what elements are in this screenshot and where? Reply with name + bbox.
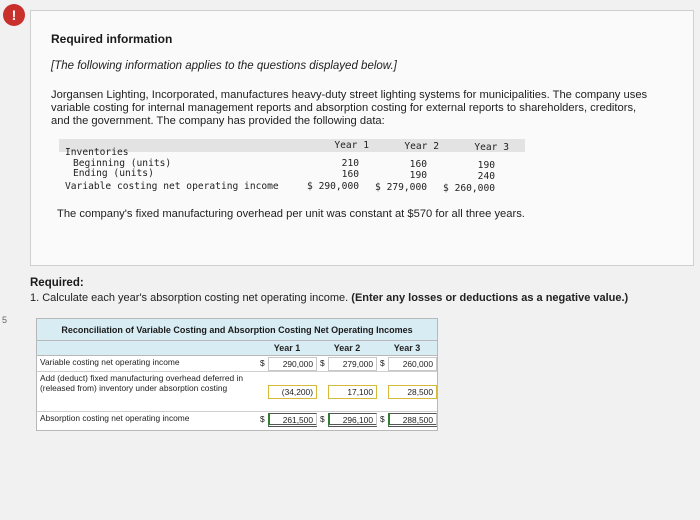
reconciliation-table [36,318,438,431]
row-label: Absorption costing net operating income [40,413,190,423]
variable-costing-noi-label: Variable costing net operating income [65,181,279,192]
recon-year-1-header: Year 1 [273,343,301,353]
data-year-1-header: Year 1 [334,140,369,151]
row-label: Add (deduct) fixed manufacturing overhead deferred in (released from) inventory under absorption costing [40,373,243,393]
required-instruction-text: 1. Calculate each year's absorption costing net operating income. [30,292,349,304]
required-information-panel [30,10,694,266]
fmoh-adjustment-year-1-input[interactable]: (34,200) [268,385,317,399]
variable-costing-noi-year-2: $ 279,000 [375,182,427,193]
recon-year-3-header: Year 3 [393,343,421,353]
ending-units-label: Ending (units) [73,168,154,179]
ending-units-year-1: 160 [341,169,359,180]
beginning-units-year-1: 210 [341,158,359,169]
beginning-units-year-3: 190 [477,160,495,171]
ac-noi-year-3-input[interactable]: 288,500 [388,413,437,427]
required-instruction-emphasis: (Enter any losses or deductions as a negative value.) [351,292,629,304]
variable-costing-noi-year-1: $ 290,000 [307,181,359,192]
table-row [37,372,437,412]
info-title: Required information [51,32,173,46]
recon-year-2-header: Year 2 [333,343,361,353]
beginning-units-year-2: 160 [409,159,427,170]
data-year-2-header: Year 2 [404,141,439,152]
currency-sign: $ [320,414,325,424]
table-row [37,412,437,430]
ending-units-year-3: 240 [477,171,495,182]
alert-icon: ! [3,4,25,26]
data-table-header-band [59,139,525,152]
required-label: Required: [30,277,84,289]
vc-noi-year-3-input[interactable]: 260,000 [388,357,437,371]
ending-units-year-2: 190 [409,170,427,181]
info-paragraph: Jorgansen Lighting, Incorporated, manufactures heavy-duty street lighting systems for municipalities. The company uses variable costing for internal management reports and absorption costing for external reports to shareholders, creditors, and the government. The company has provided the following data: [51,89,648,127]
vc-noi-year-2-input[interactable]: 279,000 [328,357,377,371]
ac-noi-year-2-input[interactable]: 296,100 [328,413,377,427]
fmoh-adjustment-year-2-input[interactable]: 17,100 [328,385,377,399]
info-note: [The following information applies to the questions displayed below.] [51,60,397,72]
fixed-overhead-statement: The company's fixed manufacturing overhead per unit was constant at $570 for all three years. [57,208,525,220]
currency-sign: $ [380,414,385,424]
inventories-label: Inventories [65,147,129,158]
ac-noi-year-1-input[interactable]: 261,500 [268,413,317,427]
data-year-3-header: Year 3 [474,142,509,153]
variable-costing-noi-year-3: $ 260,000 [443,183,495,194]
reconciliation-title: Reconciliation of Variable Costing and Absorption Costing Net Operating Incomes [37,319,437,341]
fmoh-adjustment-year-3-input[interactable]: 28,500 [388,385,437,399]
currency-sign: $ [260,358,265,368]
currency-sign: $ [260,414,265,424]
currency-sign: $ [320,358,325,368]
reconciliation-year-header-row [37,341,437,356]
beginning-units-label: Beginning (units) [73,158,172,169]
table-row [37,356,437,372]
vc-noi-year-1-input[interactable]: 290,000 [268,357,317,371]
currency-sign: $ [380,358,385,368]
margin-mark: 5 [2,315,8,325]
required-instruction [30,292,628,304]
row-label: Variable costing net operating income [40,357,180,367]
